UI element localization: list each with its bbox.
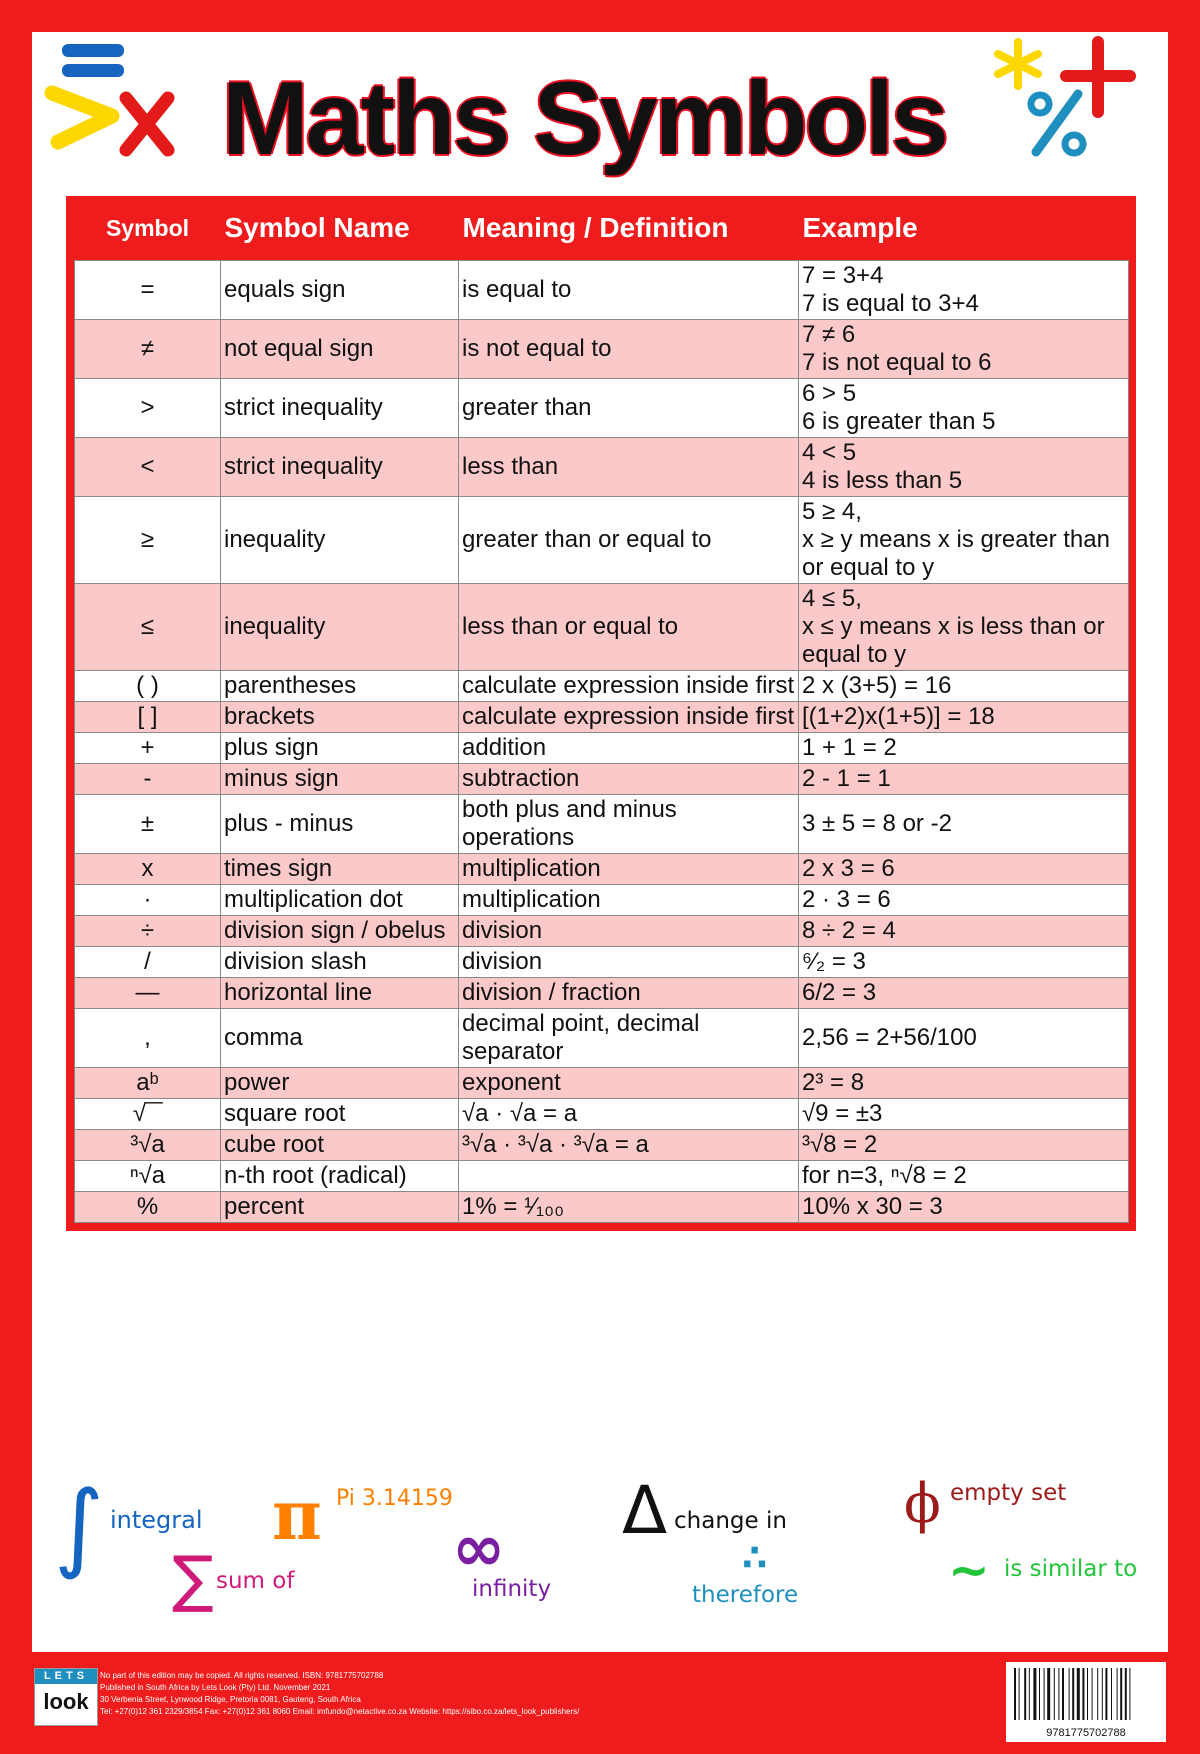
example-cell: 5 ≥ 4, x ≥ y means x is greater than or equal to y <box>799 497 1129 584</box>
example-cell: 6/2 = 3 <box>799 978 1129 1009</box>
barcode-bar <box>1087 1668 1088 1720</box>
symbol-cell: = <box>75 261 221 320</box>
barcode-bar <box>1105 1668 1107 1720</box>
name-cell: brackets <box>221 702 459 733</box>
meaning-cell: is equal to <box>459 261 799 320</box>
meaning-cell: division / fraction <box>459 978 799 1009</box>
meaning-cell <box>459 1161 799 1192</box>
meaning-cell: ³√a · ³√a · ³√a = a <box>459 1130 799 1161</box>
meaning-cell: calculate expression inside first <box>459 671 799 702</box>
empty-set-label: empty set <box>950 1480 1067 1506</box>
example-cell: 2 x (3+5) = 16 <box>799 671 1129 702</box>
table-row <box>75 947 1129 978</box>
meaning-cell: less than or equal to <box>459 584 799 671</box>
meaning-cell: less than <box>459 438 799 497</box>
meaning-cell: multiplication <box>459 885 799 916</box>
barcode-bar <box>1069 1668 1070 1720</box>
table-body <box>75 261 1129 1223</box>
legend-infinity <box>452 1512 552 1602</box>
meaning-cell: calculate expression inside first <box>459 702 799 733</box>
example-cell: 2³ = 8 <box>799 1068 1129 1099</box>
table-row <box>75 1009 1129 1068</box>
legend-integral <box>54 1470 203 1582</box>
meaning-cell: division <box>459 947 799 978</box>
table-row <box>75 1099 1129 1130</box>
barcode-bar <box>1082 1668 1084 1720</box>
barcode-bar <box>1125 1668 1127 1720</box>
header-symbol: Symbol <box>75 196 221 261</box>
legend-delta <box>622 1472 787 1549</box>
barcode-bar <box>1054 1668 1055 1720</box>
symbol-cell: aᵇ <box>75 1068 221 1099</box>
symbol-cell: √‾‾ <box>75 1099 221 1130</box>
symbol-cell: + <box>75 733 221 764</box>
symbol-cell: [ ] <box>75 702 221 733</box>
barcode-bar <box>1111 1668 1112 1720</box>
footer-line: Tel: +27(0)12 361 2329/3854 Fax: +27(0)12 361 8060 Email: imfundo@netactive.co.za Website: https://sibo.co.za/lets_look_publishers/ <box>100 1707 580 1716</box>
symbol-cell: ( ) <box>75 671 221 702</box>
barcode-bar <box>1029 1668 1030 1720</box>
example-cell: for n=3, ⁿ√8 = 2 <box>799 1161 1129 1192</box>
symbol-cell: x <box>75 854 221 885</box>
name-cell: inequality <box>221 584 459 671</box>
name-cell: n-th root (radical) <box>221 1161 459 1192</box>
header-symbol-name: Symbol Name <box>221 196 459 261</box>
barcode-bar <box>1062 1668 1064 1720</box>
meaning-cell: greater than <box>459 379 799 438</box>
table-row <box>75 1068 1129 1099</box>
barcode <box>1006 1662 1166 1742</box>
barcode-bar <box>1024 1668 1026 1720</box>
name-cell: plus - minus <box>221 795 459 854</box>
example-cell: 2 · 3 = 6 <box>799 885 1129 916</box>
table-row <box>75 379 1129 438</box>
meaning-cell: greater than or equal to <box>459 497 799 584</box>
symbol-cell: — <box>75 978 221 1009</box>
name-cell: minus sign <box>221 764 459 795</box>
example-cell: 8 ÷ 2 = 4 <box>799 916 1129 947</box>
meaning-cell: exponent <box>459 1068 799 1099</box>
symbol-cell: / <box>75 947 221 978</box>
delta-icon: Δ <box>622 1472 668 1549</box>
name-cell: equals sign <box>221 261 459 320</box>
legend-sum <box>172 1542 295 1615</box>
barcode-bar <box>1129 1668 1130 1720</box>
example-cell: ⁶⁄₂ = 3 <box>799 947 1129 978</box>
barcode-bar <box>1033 1668 1036 1720</box>
symbol-cell: ≠ <box>75 320 221 379</box>
example-cell: 4 < 5 4 is less than 5 <box>799 438 1129 497</box>
meaning-cell: addition <box>459 733 799 764</box>
logo-bottom-text: look <box>43 1689 89 1714</box>
table-row <box>75 497 1129 584</box>
pi-icon: π <box>272 1476 322 1556</box>
barcode-isbn: 9781775702788 <box>1046 1727 1126 1739</box>
meaning-cell: subtraction <box>459 764 799 795</box>
meaning-cell: both plus and minus operations <box>459 795 799 854</box>
name-cell: division slash <box>221 947 459 978</box>
barcode-bar <box>1058 1668 1059 1720</box>
name-cell: plus sign <box>221 733 459 764</box>
delta-label: change in <box>674 1508 787 1534</box>
example-cell: 1 + 1 = 2 <box>799 733 1129 764</box>
example-cell: 2,56 = 2+56/100 <box>799 1009 1129 1068</box>
table-row <box>75 1192 1129 1223</box>
barcode-bars-icon <box>1006 1662 1166 1724</box>
barcode-bar <box>1077 1668 1080 1720</box>
symbol-cell: < <box>75 438 221 497</box>
lets-look-logo <box>34 1668 98 1726</box>
therefore-icon: ∴ <box>742 1538 768 1579</box>
sum-label: sum of <box>216 1568 295 1594</box>
legend-empty-set <box>904 1472 1067 1535</box>
empty-set-icon: ϕ <box>904 1472 941 1535</box>
footer <box>0 1652 1200 1754</box>
similar-icon: ∼ <box>948 1541 990 1599</box>
symbol-cell: ³√a <box>75 1130 221 1161</box>
example-cell: 2 x 3 = 6 <box>799 854 1129 885</box>
table-row <box>75 584 1129 671</box>
table-row <box>75 854 1129 885</box>
asterisk-percent-plus-decoration-icon <box>988 34 1158 164</box>
barcode-bar <box>1019 1668 1020 1720</box>
table-row <box>75 764 1129 795</box>
symbol-cell: ≤ <box>75 584 221 671</box>
table-row <box>75 885 1129 916</box>
name-cell: percent <box>221 1192 459 1223</box>
name-cell: multiplication dot <box>221 885 459 916</box>
logo-top-text: LETS <box>35 1669 97 1684</box>
barcode-bar <box>1097 1668 1098 1720</box>
infinity-label: infinity <box>472 1576 552 1602</box>
table-header-row <box>75 196 1129 261</box>
meaning-cell: √a · √a = a <box>459 1099 799 1130</box>
table-row <box>75 978 1129 1009</box>
example-cell: 3 ± 5 = 8 or -2 <box>799 795 1129 854</box>
barcode-bar <box>1014 1668 1016 1720</box>
table-row <box>75 702 1129 733</box>
table-row <box>75 261 1129 320</box>
legend-similar <box>948 1541 1138 1599</box>
table-row <box>75 916 1129 947</box>
meaning-cell: division <box>459 916 799 947</box>
name-cell: power <box>221 1068 459 1099</box>
barcode-bar <box>1039 1668 1040 1720</box>
sum-icon: ∑ <box>172 1542 214 1615</box>
meaning-cell: 1% = ¹⁄₁₀₀ <box>459 1192 799 1223</box>
meaning-cell: decimal point, decimal separator <box>459 1009 799 1068</box>
example-cell: 7 ≠ 6 7 is not equal to 6 <box>799 320 1129 379</box>
integral-label: integral <box>110 1506 203 1534</box>
symbol-cell: , <box>75 1009 221 1068</box>
footer-line: Published in South Africa by Lets Look (Pty) Ltd. November 2021 <box>100 1683 331 1692</box>
symbol-cell: ≥ <box>75 497 221 584</box>
barcode-bar <box>1044 1668 1045 1720</box>
symbol-cell: ⁿ√a <box>75 1161 221 1192</box>
name-cell: strict inequality <box>221 438 459 497</box>
example-cell: [(1+2)x(1+5)] = 18 <box>799 702 1129 733</box>
header-example: Example <box>799 196 1129 261</box>
similar-label: is similar to <box>1004 1556 1138 1582</box>
example-cell: 4 ≤ 5, x ≤ y means x is less than or equal to y <box>799 584 1129 671</box>
equals-greater-times-decoration-icon <box>40 38 190 168</box>
symbols-table-frame <box>66 196 1136 1231</box>
name-cell: horizontal line <box>221 978 459 1009</box>
barcode-bar <box>1102 1668 1103 1720</box>
example-cell: 6 > 5 6 is greater than 5 <box>799 379 1129 438</box>
example-cell: 10% x 30 = 3 <box>799 1192 1129 1223</box>
meaning-cell: multiplication <box>459 854 799 885</box>
table-row <box>75 1161 1129 1192</box>
table-row <box>75 671 1129 702</box>
footer-line: 30 Verbenia Street, Lynwood Ridge, Pretoria 0081, Gauteng, South Africa <box>100 1695 361 1704</box>
table-row <box>75 438 1129 497</box>
name-cell: strict inequality <box>221 379 459 438</box>
pi-label: Pi 3.14159 <box>336 1486 453 1511</box>
name-cell: cube root <box>221 1130 459 1161</box>
table-row <box>75 733 1129 764</box>
barcode-bar <box>1072 1668 1074 1720</box>
name-cell: not equal sign <box>221 320 459 379</box>
example-cell: 2 - 1 = 1 <box>799 764 1129 795</box>
name-cell: division sign / obelus <box>221 916 459 947</box>
symbol-cell: · <box>75 885 221 916</box>
page-title: Maths Symbols <box>222 61 946 177</box>
therefore-label: therefore <box>692 1582 799 1608</box>
example-cell: √9 = ±3 <box>799 1099 1129 1130</box>
header-meaning: Meaning / Definition <box>459 196 799 261</box>
table-row <box>75 320 1129 379</box>
name-cell: comma <box>221 1009 459 1068</box>
table-row <box>75 795 1129 854</box>
symbol-cell: - <box>75 764 221 795</box>
symbol-cell: ÷ <box>75 916 221 947</box>
name-cell: parentheses <box>221 671 459 702</box>
barcode-bar <box>1092 1668 1093 1720</box>
name-cell: times sign <box>221 854 459 885</box>
footer-copyright <box>100 1670 700 1718</box>
barcode-bar <box>1047 1668 1050 1720</box>
barcode-bar <box>1117 1668 1118 1720</box>
integral-icon: ∫ <box>54 1470 105 1582</box>
symbol-cell: > <box>75 379 221 438</box>
poster <box>32 32 1168 1652</box>
example-cell: ³√8 = 2 <box>799 1130 1129 1161</box>
name-cell: inequality <box>221 497 459 584</box>
symbol-cell: ± <box>75 795 221 854</box>
infinity-icon: ∞ <box>452 1512 506 1586</box>
name-cell: square root <box>221 1099 459 1130</box>
symbol-cell: % <box>75 1192 221 1223</box>
table-row <box>75 1130 1129 1161</box>
barcode-bar <box>1120 1668 1122 1720</box>
example-cell: 7 = 3+4 7 is equal to 3+4 <box>799 261 1129 320</box>
meaning-cell: is not equal to <box>459 320 799 379</box>
symbols-table <box>74 196 1129 1223</box>
legend-pi <box>272 1476 453 1556</box>
footer-line: No part of this edition may be copied. All rights reserved. ISBN: 9781775702788 <box>100 1671 384 1680</box>
